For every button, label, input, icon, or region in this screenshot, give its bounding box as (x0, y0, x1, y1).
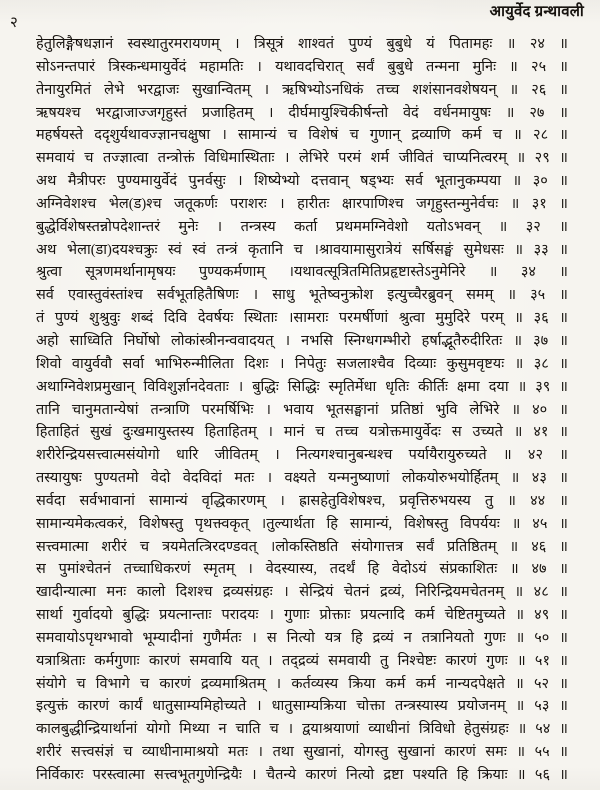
verse-line: खादीन्यात्मा मनः कालो दिशश्च द्रव्यसंग्रहः । सेन्द्रियं चेतनं द्रव्यं, निरिन्द्रियमचेतनम् ॥ ४८ ॥ (36, 584, 568, 601)
verse-line: शरीरं सत्त्वसंज्ञं च व्याधीनामाश्रयो मतः । तथा सुखानां, योगस्तु सुखानां कारणं समः ॥ ५५ ॥ (36, 744, 568, 761)
verse-line: इत्युक्तं कारणं कार्यं धातुसाम्यमिहोच्यते । धातुसाम्यक्रिया चोक्ता तन्त्रस्यास्य प्रयोजनम् ॥ ५३ ॥ (36, 698, 568, 715)
verse-line: निर्विकारः परस्त्वात्मा सत्त्वभूतगुणेन्द्रियैः । चैतन्ये कारणं नित्यो द्रष्टा पश्यति हि क्रियाः ॥ ५६ ॥ (36, 767, 568, 783)
verse-line: सामान्यमेकत्वकरं, विशेषस्तु पृथक्त्वकृत् ।तुल्यार्थता हि सामान्यं, विशेषस्तु विपर्ययः ॥ ४५ ॥ (36, 515, 568, 532)
verse-text-block (36, 33, 568, 787)
verse-line: ऋषयश्च भरद्वाजाज्जगृहुस्तं प्रजाहितम् । दीर्घमायुश्चिकीर्षन्तो वेदं वर्धनमायुषः ॥ २७ ॥ (36, 104, 568, 121)
verse-line: अग्निवेशश्च भेल(ड)श्च जतूकर्णः पराशरः । हारीतः क्षारपाणिश्च जगृहुस्तन्मुनेर्वचः ॥ ३१ ॥ (36, 195, 568, 212)
verse-line: संयोगे च विभागे च कारणं द्रव्यमाश्रितम् । कर्तव्यस्य क्रिया कर्म कर्म नान्यदपेक्षते ॥ ५२ ॥ (36, 675, 568, 692)
verse-line: सोऽनन्तपारं त्रिस्कन्धमायुर्वेदं महामतिः । यथावदचिरात् सर्वं बुबुधे तन्मना मुनिः ॥ २५ ॥ (36, 58, 568, 75)
verse-line: सर्व एवास्तुवंस्तांश्च सर्वभूतहितैषिणः । साधु भूतेष्वनुक्रोश इत्युच्चैरब्रुवन् समम् ॥ ३५ ॥ (36, 287, 568, 304)
verse-line: समवायोऽपृथग्भावो भूम्यादीनां गुणैर्मतः । स नित्यो यत्र हि द्रव्यं न तत्रानियतो गुणः ॥ ५० ॥ (36, 629, 568, 646)
verse-line: शिवो वायुर्ववौ सर्वा भाभिरुन्मीलिता दिशः । निपेतुः सजलाश्चैव दिव्याः कुसुमवृष्टयः ॥ ३८ ॥ (36, 355, 568, 372)
verse-line: हिताहितं सुखं दुःखमायुस्तस्य हिताहितम् । मानं च तच्च यत्रोक्तमायुर्वेदः स उच्यते ॥ ४१ ॥ (36, 424, 568, 441)
verse-line: तस्यायुषः पुण्यतमो वेदो वेदविदां मतः । वक्ष्यते यन्मनुष्याणां लोकयोरुभयोर्हितम् ॥ ४३ ॥ (36, 470, 568, 487)
verse-line: महर्षयस्ते ददृशुर्यथावज्ज्ञानचक्षुषा । सामान्यं च विशेषं च गुणान् द्रव्याणि कर्म च ॥ २८ ॥ (36, 127, 568, 144)
verse-line: अथाग्निवेशप्रमुखान् विविशुर्ज्ञानदेवताः । बुद्धिः सिद्धिः स्मृतिर्मेधा धृतिः कीर्तिः क्षमा दया ॥ ३९ ॥ (36, 378, 568, 395)
verse-line: समवायं च तज्ज्ञात्वा तन्त्रोक्तं विधिमास्थिताः । लेभिरे परमं शर्म जीवितं चाप्यनित्वरम् ॥ २९ ॥ (36, 150, 568, 167)
verse-line: शरीरेन्द्रियसत्त्वात्मसंयोगो धारि जीवितम् । नित्यगश्चानुबन्धश्च पर्यायैरायुरुच्यते ॥ ४२ ॥ (36, 447, 568, 464)
verse-line: हेतुलिङ्गैषधज्ञानं स्वस्थातुरमरायणम् । त्रिसूत्रं शाश्वतं पुण्यं बुबुधे यं पितामहः ॥ २४ ॥ (36, 36, 568, 52)
verse-line: तं पुण्यं शुश्रुवुः शब्दं दिवि देवर्षयः स्थिताः ।सामराः परमर्षीणां श्रुत्वा मुमुदिरे परम् ॥ ३६ ॥ (36, 310, 568, 327)
verse-line: सार्था गुर्वादयो बुद्धिः प्रयत्नान्ताः परादयः । गुणाः प्रोक्ताः प्रयत्नादि कर्म चेष्टितमुच्यते ॥ ४९ ॥ (36, 607, 568, 624)
verse-line: तेनायुरमितं लेभे भरद्वाजः सुखान्वितम् । ऋषिभ्योऽनधिकं तच्च शशंसानवशेषयन् ॥ २६ ॥ (36, 81, 568, 98)
running-header-title: आयुर्वेद ग्रन्थावली (489, 4, 584, 20)
verse-line: स पुमांश्चेतनं तच्चाधिकरणं स्मृतम् । वेदस्यास्य, तदर्थं हि वेदोऽयं संप्रकाशितः ॥ ४७ ॥ (36, 561, 568, 578)
verse-line: अथ भेला(डा)दयश्चक्रुः स्वं स्वं तन्त्रं कृतानि च ।श्रावयामासुरात्रेयं सर्षिसङ्घं सुमेधसः ॥ ३३ ॥ (36, 241, 568, 258)
verse-line: श्रुत्वा सूत्रणमर्थानामृषयः पुण्यकर्मणाम् ।यथावत्सूत्रितमितिप्रहृष्टास्तेऽनुमेनिरे ॥ ३४ ॥ (36, 264, 568, 281)
verse-line: तानि चानुमतान्येषां तन्त्राणि परमर्षिभिः । भवाय भूतसङ्घानां प्रतिष्ठां भुवि लेभिरे ॥ ४० ॥ (36, 401, 568, 418)
page-number: २ (10, 15, 18, 31)
verse-line: यत्राश्रिताः कर्मगुणाः कारणं समवायि यत् । तद्द्रव्यं समवायी तु निश्चेष्टः कारणं गुणः ॥ ५१ ॥ (36, 652, 568, 669)
verse-line: अहो साध्विति निर्घोषो लोकांस्त्रीनन्ववादयत् । नभसि स्निग्धगम्भीरो हर्षाद्भूतैरुदीरितः ॥ ३७ ॥ (36, 332, 568, 349)
verse-line: सर्वदा सर्वभावानां सामान्यं वृद्धिकारणम् । ह्रासहेतुविशेषश्च, प्रवृत्तिरुभयस्य तु ॥ ४४ ॥ (36, 492, 568, 509)
verse-line: अथ मैत्रीपरः पुण्यमायुर्वेदं पुनर्वसुः । शिष्येभ्यो दत्तवान् षड्भ्यः सर्व भूतानुकम्पया ॥ ३० ॥ (36, 173, 568, 190)
verse-line: बुद्धेर्विशेषस्तन्नोपदेशान्तरं मुनेः । तन्त्रस्य कर्ता प्रथममग्निवेशो यतोऽभवन् ॥ ३२ ॥ (36, 218, 568, 235)
verse-line: सत्त्वमात्मा शरीरं च त्रयमेतत्त्रिरदण्डवत् ।लोकस्तिष्ठति संयोगात्तत्र सर्वं प्रतिष्ठितम् ॥ ४६ ॥ (36, 538, 568, 555)
verse-line: कालबुद्धीन्द्रियार्थानां योगो मिथ्या न चाति च । द्वयाश्रयाणां व्याधीनां त्रिविधो हेतुसंग्रहः ॥ ५४ ॥ (36, 721, 568, 738)
